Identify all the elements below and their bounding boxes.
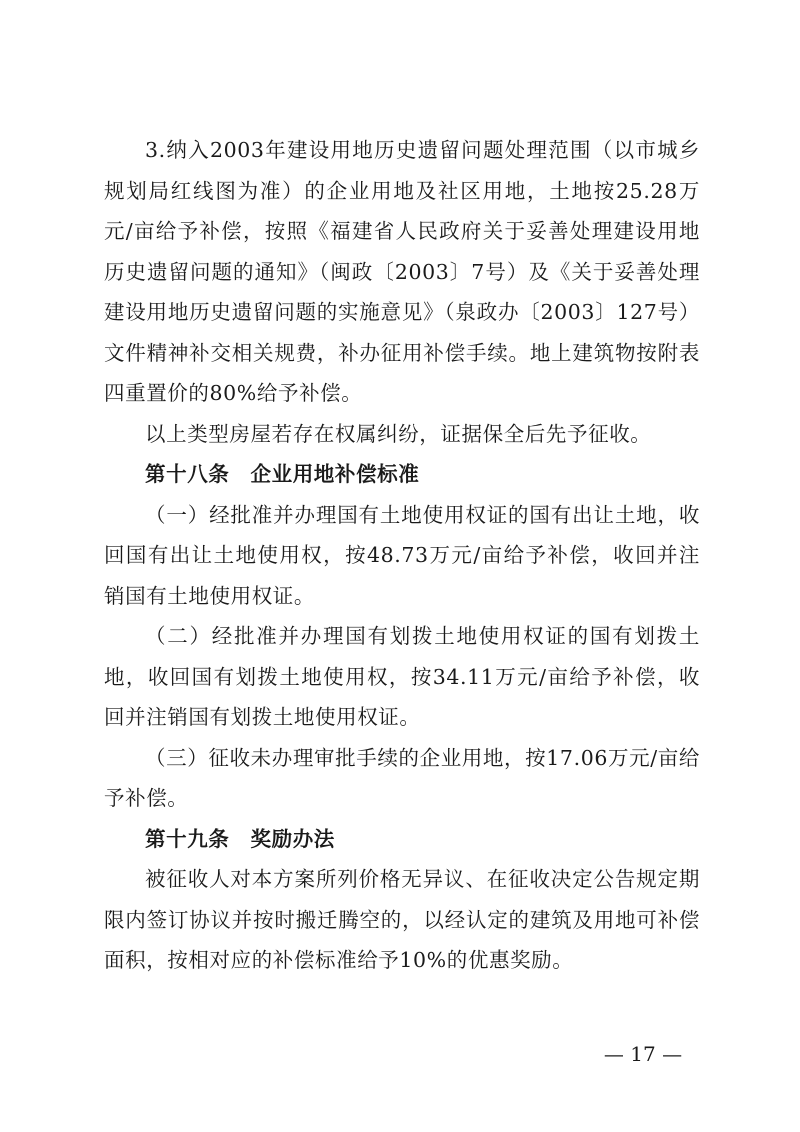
document-body xyxy=(104,130,700,981)
paragraph-ownership-dispute: 以上类型房屋若存在权属纠纷，证据保全后先予征收。 xyxy=(145,421,652,446)
page-number: — 17 — xyxy=(603,1042,683,1066)
paragraph-land-compensation-2003: 3.纳入2003年建设用地历史遗留问题处理范围（以市城乡规划局红线图为准）的企业用地及社区用地，土地按25.28万元/亩给予补偿，按照《福建省人民政府关于妥善处理建设用地历史遗留问题的通知》（闽政〔2003〕7号）及《关于妥善处理建设用地历史遗留问题的实施意见》（泉政办〔2003〕127号）文件精神补交相关规费，补办征用补偿手续。地上建筑物按附表四重置价的80%给予补偿。 xyxy=(104,138,700,405)
article-19-heading: 第十九条 奖励办法 xyxy=(145,826,335,851)
article-18-heading: 第十八条 企业用地补偿标准 xyxy=(145,462,420,486)
paragraph-allocated-land: （二）经批准并办理国有划拨土地使用权证的国有划拨土地，收回国有划拨土地使用权，按34.11万元/亩给予补偿，收回并注销国有划拨土地使用权证。 xyxy=(104,624,700,729)
paragraph-reward-method: 被征收人对本方案所列价格无异议、在征收决定公告规定期限内签订协议并按时搬迁腾空的，以经认定的建筑及用地可补偿面积，按相对应的补偿标准给予10%的优惠奖励。 xyxy=(104,867,700,972)
paragraph-unapproved-land: （三）征收未办理审批手续的企业用地，按17.06万元/亩给予补偿。 xyxy=(104,745,700,810)
paragraph-transferred-land: （一）经批准并办理国有土地使用权证的国有出让土地，收回国有出让土地使用权，按48.73万元/亩给予补偿，收回并注销国有土地使用权证。 xyxy=(104,502,700,608)
